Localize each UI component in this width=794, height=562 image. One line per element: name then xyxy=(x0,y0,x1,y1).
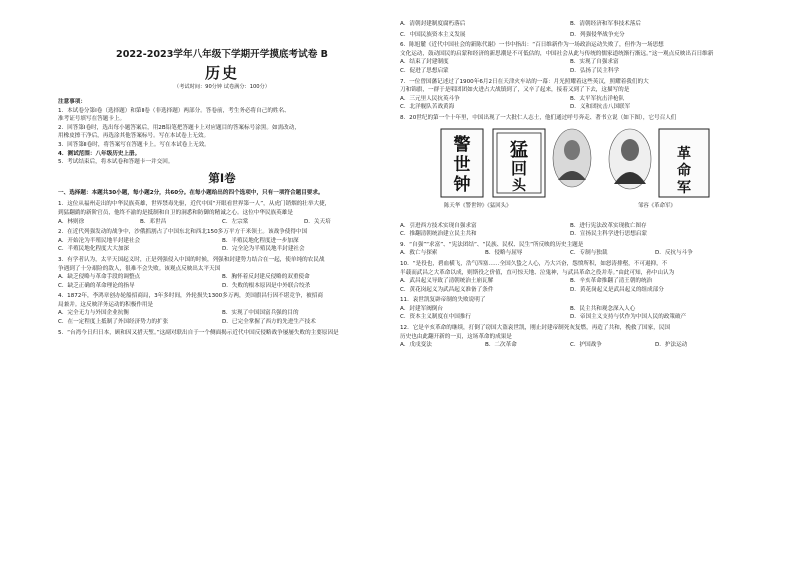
question-block xyxy=(58,292,386,328)
question-block xyxy=(58,228,386,256)
options-row xyxy=(58,245,386,254)
question-stem: 12．它是辛亥革命的继续，打倒了窃国大盗袁世凯，刚止封建帝制死灰复燃，再造了共和，挽救了国家，民国 xyxy=(400,325,671,332)
book-cover-menghuitou xyxy=(492,128,546,198)
options-row xyxy=(400,67,740,76)
figure-caption-left: 陈天华《警世钟》《猛回头》 xyxy=(444,202,512,209)
option: B．实现了中国国富兵强的目的 xyxy=(222,310,299,317)
option: A．引进西方技术实现自强求富 xyxy=(400,222,477,229)
option: A．封建军阀倒台 xyxy=(400,305,443,312)
option: B．邓世昌 xyxy=(140,218,167,225)
question-stem: 争遇到了十分艰险的敌人，很难不会失败。该观点反映出太平天国 xyxy=(58,265,221,272)
question-stem: 文化运动，鼓动国民的启蒙和经济的新思潮是不可低估的，中国社会从此与传统的儒家道统渐行渐远。”这一观点反映出百日维新 xyxy=(400,50,714,57)
options-row xyxy=(400,341,740,350)
portrait-chen-tianhua xyxy=(552,128,592,188)
option: A．救亡与探索 xyxy=(400,250,438,257)
options-row xyxy=(58,318,386,327)
option: C．缺乏正确的革命理论的指导 xyxy=(58,282,135,289)
question-stem: 9．“自强”“求富”、“宪法团结”、“民族、民权、民生”所反映的历史主题是 xyxy=(400,241,584,248)
option: C．推翻清朝统治建立民主共和 xyxy=(400,231,477,238)
question-block xyxy=(58,256,386,292)
question-block xyxy=(400,20,740,31)
question-block xyxy=(400,260,740,296)
volume-title: 第Ⅰ卷 xyxy=(208,170,236,185)
book-cover-jingshizhong xyxy=(440,128,484,198)
option: C．半殖民地化程度大大加深 xyxy=(58,246,130,253)
question-stem: 2．在近代列强发动的战争中，沙俄抓割占了中国东北和西北150多万平方千米领土。该战争使得中国 xyxy=(58,229,308,236)
question-stem: 局兼并。这反映洋务运动的积极作用是 xyxy=(58,301,154,308)
question-block xyxy=(400,78,740,114)
book-title-char: 世 xyxy=(453,154,471,175)
option: D．帝国主义支持与伏作为中国人民的政策破产 xyxy=(570,314,687,321)
note-line: 用橡皮擦干净后，再选涂其他答案标号。写在本试卷上无效。 xyxy=(58,133,210,140)
book-title-char: 猛 xyxy=(510,139,528,161)
option: D．黄花岗起义是武昌起义的组成部分 xyxy=(570,286,664,293)
option: D．完全沦为半殖民地半封建社会 xyxy=(222,246,305,253)
option: A．林则徐 xyxy=(58,218,85,225)
section-intro: 一、选择题：本题共30小题，每小题2分，共60分。在每小题给出的四个选项中，只有一项符合题目要求。 xyxy=(58,189,324,196)
option: A．清朝封建制度腐朽落后 xyxy=(400,21,466,27)
options-row xyxy=(400,277,740,286)
options-row xyxy=(400,31,740,40)
option: C．左宗棠 xyxy=(222,218,249,225)
question-stem: 7．一位曾国藩记述过了1900年6月2日在天津火车站的一幕：月光照耀着这些英汉，照耀着我们的大 xyxy=(400,78,649,85)
book-title-char: 警 xyxy=(453,134,471,155)
option: C．资本主义制度在中国推行 xyxy=(400,314,472,321)
note-line: 5．考试结束后，将本试卷和答题卡一并交回。 xyxy=(58,159,174,166)
question-stem: 6．陈旭麓《近代中国社会的新陈代谢》一书中指出：“百日维新作为一场政治运动失败了，但作为一场思想 xyxy=(400,42,664,49)
option: C．专制与独裁 xyxy=(570,250,608,257)
question-stem: 3．有学者认为，太平天国起义时，正是列强侵入中国的时候，列强和封建势力结合在一起，使单纯的农民战 xyxy=(58,256,325,263)
option: D．列强侵华战争充分 xyxy=(570,31,625,38)
options-row xyxy=(400,20,740,29)
question-stem: 刀和锦旗，一群于是唱团团如火进占大战镇到了，又辛了起来，接着又到了下去，这描写的是 xyxy=(400,87,630,94)
option: D．反抗与斗争 xyxy=(655,250,693,257)
question-stem: 1．这位从福州走出的中华民族英雄，世界禁毒先驱，近代中国“开眼看世界第一人”，从虎门销烟的壮举大捷， xyxy=(58,201,331,208)
option: A．戊戌变法 xyxy=(400,342,432,349)
note-line: 4．测试范围：八年级历史上册。 xyxy=(58,150,141,157)
options-row xyxy=(400,103,740,112)
question-block xyxy=(400,241,740,260)
option: D．护法运动 xyxy=(655,342,688,349)
options-row xyxy=(58,282,386,291)
exam-meta: （考试时间：90分钟 试卷满分：100分） xyxy=(174,84,270,90)
figure-caption-right: 邹容《革命军》 xyxy=(638,202,676,209)
option: C．在一定程度上抵制了外国经济势力的扩张 xyxy=(58,319,169,326)
exam-title: 2022-2023学年八年级下学期开学摸底考试卷 B xyxy=(116,49,328,60)
option: C．促进了思想启蒙 xyxy=(400,67,449,74)
question-block xyxy=(400,324,740,352)
options-row xyxy=(58,273,386,282)
options-row xyxy=(58,309,386,318)
right-questions xyxy=(400,20,740,125)
question-block xyxy=(400,31,740,42)
book-cover-gemingjun xyxy=(658,128,710,198)
question-block xyxy=(400,114,740,125)
note-line: 3．回答第Ⅱ卷时，将答案写在答题卡上。写在本试卷上无效。 xyxy=(58,141,210,148)
book-title-char: 回 xyxy=(510,158,528,178)
notes-heading: 注意事项： xyxy=(58,99,86,105)
figure-row xyxy=(400,128,740,220)
question-block xyxy=(58,200,386,228)
question-stem: 半载而武昌之大革命以成，则斯役之价值，直可惊天地、泣鬼神，与武昌革命之役并寿。”由此可知，孙中山认为 xyxy=(400,269,675,276)
option: A．武昌起义导致了清朝统治土崩瓦解 xyxy=(400,278,494,285)
question-block xyxy=(400,222,740,241)
option: C．中国民族资本主义发展 xyxy=(400,31,466,38)
option: B．实现了自强求富 xyxy=(570,59,619,66)
option: A．三元里人民抗英斗争 xyxy=(400,95,460,102)
options-row xyxy=(400,95,740,104)
option: B．清朝经济和军事技术落后 xyxy=(570,21,641,27)
options-row xyxy=(58,218,386,227)
option: B．辛亥革命推翻了清王朝的统治 xyxy=(570,278,653,285)
options-row xyxy=(400,313,740,322)
option: C．黄花岗起义为武昌起义准备了条件 xyxy=(400,286,494,293)
option: D．关天培 xyxy=(304,218,331,225)
question-block xyxy=(400,41,740,77)
question-block xyxy=(400,296,740,324)
book-title-char: 头 xyxy=(512,177,526,194)
option: B．进行宪法改革实现救亡图存 xyxy=(570,222,647,229)
question-stem: 10．“是役也，碧血横飞，浩气四塞……全国久蛰之人心，乃大兴奋，怨愤所积，如怒涛排壑，不可遏抑，不 xyxy=(400,260,668,267)
option: A．缺乏侵略与革命手段的调整点 xyxy=(58,274,141,281)
note-line: 准考证号填写在答题卡上。 xyxy=(58,116,126,123)
question-stem: 11．袁世凯复辟帝制的失败说明了 xyxy=(400,297,486,304)
options-row xyxy=(58,237,386,246)
right-column xyxy=(400,20,740,352)
option: A．结束了封建制度 xyxy=(400,59,449,66)
options-row xyxy=(400,286,740,295)
question-stem: 5．“台湾今日归日本，顾和因又措天堑。”这副对联出自于一个侧面揭示近代中国反侵略战争屡屡失败的主要原因是 xyxy=(58,329,339,336)
option: C．北洋舰队苦战黄海 xyxy=(400,104,455,111)
left-column xyxy=(58,20,386,339)
options-row xyxy=(400,305,740,314)
option: B．侵略与屈辱 xyxy=(485,250,523,257)
portrait-zou-rong xyxy=(608,128,652,190)
options-row xyxy=(400,58,740,67)
option: D．已完全掌握了西方的先进生产技术 xyxy=(222,319,316,326)
options-row xyxy=(400,222,740,231)
option: D．弘扬了民主科学 xyxy=(570,67,620,74)
option: D．失败的根本原因是中外联合绞杀 xyxy=(222,282,311,289)
options-row xyxy=(400,249,740,258)
option: B．太平军抗击洋枪队 xyxy=(570,95,625,102)
option: B．胸怀着反封建反侵略的双重使命 xyxy=(222,274,310,281)
book-title-char: 命 xyxy=(677,162,691,179)
option: C．护国战争 xyxy=(570,342,602,349)
question-stem: 8．20世纪的第一个十年里，中国出现了一大批仁人志士，他们通过呼号奔走、著书立说（如下图），它号召人们 xyxy=(400,114,677,121)
right-questions-continued xyxy=(400,222,740,352)
note-line: 1．本试卷分第Ⅰ卷（选择题）和第Ⅱ卷（非选择题）两部分。答卷前，考生务必将自己的姓名、 xyxy=(58,107,290,114)
question-block xyxy=(58,329,386,340)
option: A．开始沦为半殖民地半封建社会 xyxy=(58,237,141,244)
note-line: 2．回答第Ⅰ卷时，选出每小题答案后，用2B铅笔把答题卡上对应题目的答案标号涂黑。如需改动， xyxy=(58,124,300,131)
book-title-char: 钟 xyxy=(453,174,471,195)
option: D．宣扬民主科学进行思想启蒙 xyxy=(570,231,648,238)
question-stem: 到猛翻鹞的新阶官员，他终不渝的是抵制和自卫的洞悉和防御的精诚之心。这位中华民族英雄是 xyxy=(58,209,293,216)
option: B．二次革命 xyxy=(485,342,517,349)
subject-title: 历史 xyxy=(204,64,239,82)
option: D．义和团抗击八国联军 xyxy=(570,104,631,111)
book-title-char: 革 xyxy=(677,145,691,162)
option: B．半殖民地化程度进一步加深 xyxy=(222,237,299,244)
option: A．完全无力与外国企业抗衡 xyxy=(58,310,129,317)
options-row xyxy=(400,230,740,239)
left-questions xyxy=(58,200,386,339)
book-title-char: 军 xyxy=(677,179,691,196)
question-stem: 历史也由此翻开新的一页，这场革命的成果是 xyxy=(400,333,512,340)
option: B．民主共和观念深入人心 xyxy=(570,305,636,312)
question-stem: 4．1872年，李鸿章创办轮船招商局，3年多时间，外轮损失1300多万两，美国旗昌行因不堪竞争，被招商 xyxy=(58,293,323,300)
